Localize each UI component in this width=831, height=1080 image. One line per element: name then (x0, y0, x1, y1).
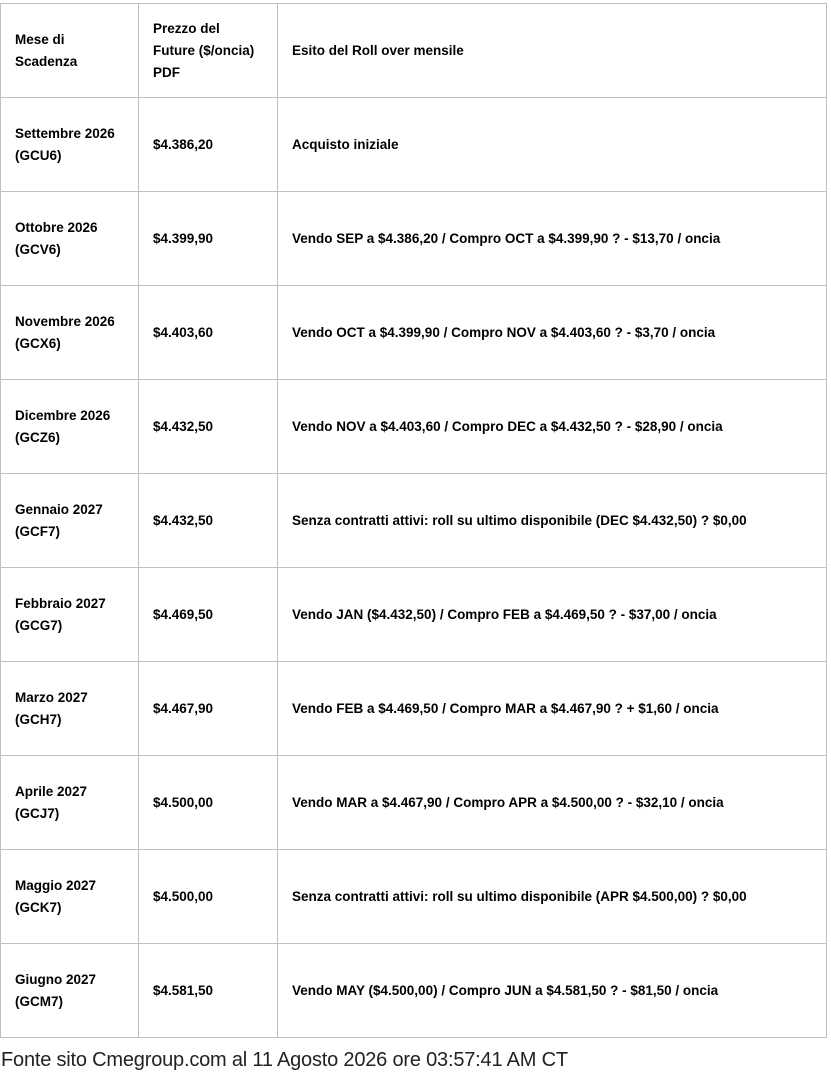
price-cell: $4.386,20 (139, 98, 278, 192)
price-cell: $4.467,90 (139, 662, 278, 756)
month-cell: Gennaio 2027 (GCF7) (1, 474, 139, 568)
header-outcome: Esito del Roll over mensile (278, 4, 827, 98)
table-row (1, 850, 827, 944)
outcome-cell: Vendo MAR a $4.467,90 / Compro APR a $4.500,00 ? - $32,10 / oncia (278, 756, 827, 850)
outcome-cell: Vendo FEB a $4.469,50 / Compro MAR a $4.467,90 ? + $1,60 / oncia (278, 662, 827, 756)
header-month: Mese di Scadenza (1, 4, 139, 98)
outcome-cell: Vendo JAN ($4.432,50) / Compro FEB a $4.469,50 ? - $37,00 / oncia (278, 568, 827, 662)
price-cell: $4.403,60 (139, 286, 278, 380)
price-cell: $4.469,50 (139, 568, 278, 662)
table-row (1, 568, 827, 662)
header-price: Prezzo del Future ($/oncia) PDF (139, 4, 278, 98)
outcome-cell: Vendo SEP a $4.386,20 / Compro OCT a $4.399,90 ? - $13,70 / oncia (278, 192, 827, 286)
outcome-cell: Acquisto iniziale (278, 98, 827, 192)
month-cell: Novembre 2026 (GCX6) (1, 286, 139, 380)
outcome-cell: Senza contratti attivi: roll su ultimo disponibile (APR $4.500,00) ? $0,00 (278, 850, 827, 944)
table-row (1, 98, 827, 192)
table-body (1, 4, 827, 1038)
table-row (1, 192, 827, 286)
outcome-cell: Senza contratti attivi: roll su ultimo disponibile (DEC $4.432,50) ? $0,00 (278, 474, 827, 568)
month-cell: Ottobre 2026 (GCV6) (1, 192, 139, 286)
month-cell: Febbraio 2027 (GCG7) (1, 568, 139, 662)
table-row (1, 756, 827, 850)
outcome-cell: Vendo OCT a $4.399,90 / Compro NOV a $4.403,60 ? - $3,70 / oncia (278, 286, 827, 380)
table-row (1, 474, 827, 568)
month-cell: Marzo 2027 (GCH7) (1, 662, 139, 756)
price-cell: $4.432,50 (139, 474, 278, 568)
price-cell: $4.581,50 (139, 944, 278, 1038)
month-cell: Dicembre 2026 (GCZ6) (1, 380, 139, 474)
source-note: Fonte sito Cmegroup.com al 11 Agosto 2026 ore 03:57:41 AM CT (1, 1049, 568, 1071)
month-cell: Settembre 2026 (GCU6) (1, 98, 139, 192)
month-cell: Giugno 2027 (GCM7) (1, 944, 139, 1038)
table-header-row (1, 4, 827, 98)
outcome-cell: Vendo NOV a $4.403,60 / Compro DEC a $4.432,50 ? - $28,90 / oncia (278, 380, 827, 474)
table-row (1, 286, 827, 380)
month-cell: Maggio 2027 (GCK7) (1, 850, 139, 944)
outcome-cell: Vendo MAY ($4.500,00) / Compro JUN a $4.581,50 ? - $81,50 / oncia (278, 944, 827, 1038)
month-cell: Aprile 2027 (GCJ7) (1, 756, 139, 850)
table-row (1, 380, 827, 474)
price-cell: $4.500,00 (139, 756, 278, 850)
price-cell: $4.500,00 (139, 850, 278, 944)
table-row (1, 662, 827, 756)
price-cell: $4.399,90 (139, 192, 278, 286)
table-row (1, 944, 827, 1038)
price-cell: $4.432,50 (139, 380, 278, 474)
roll-over-table (0, 3, 827, 1038)
